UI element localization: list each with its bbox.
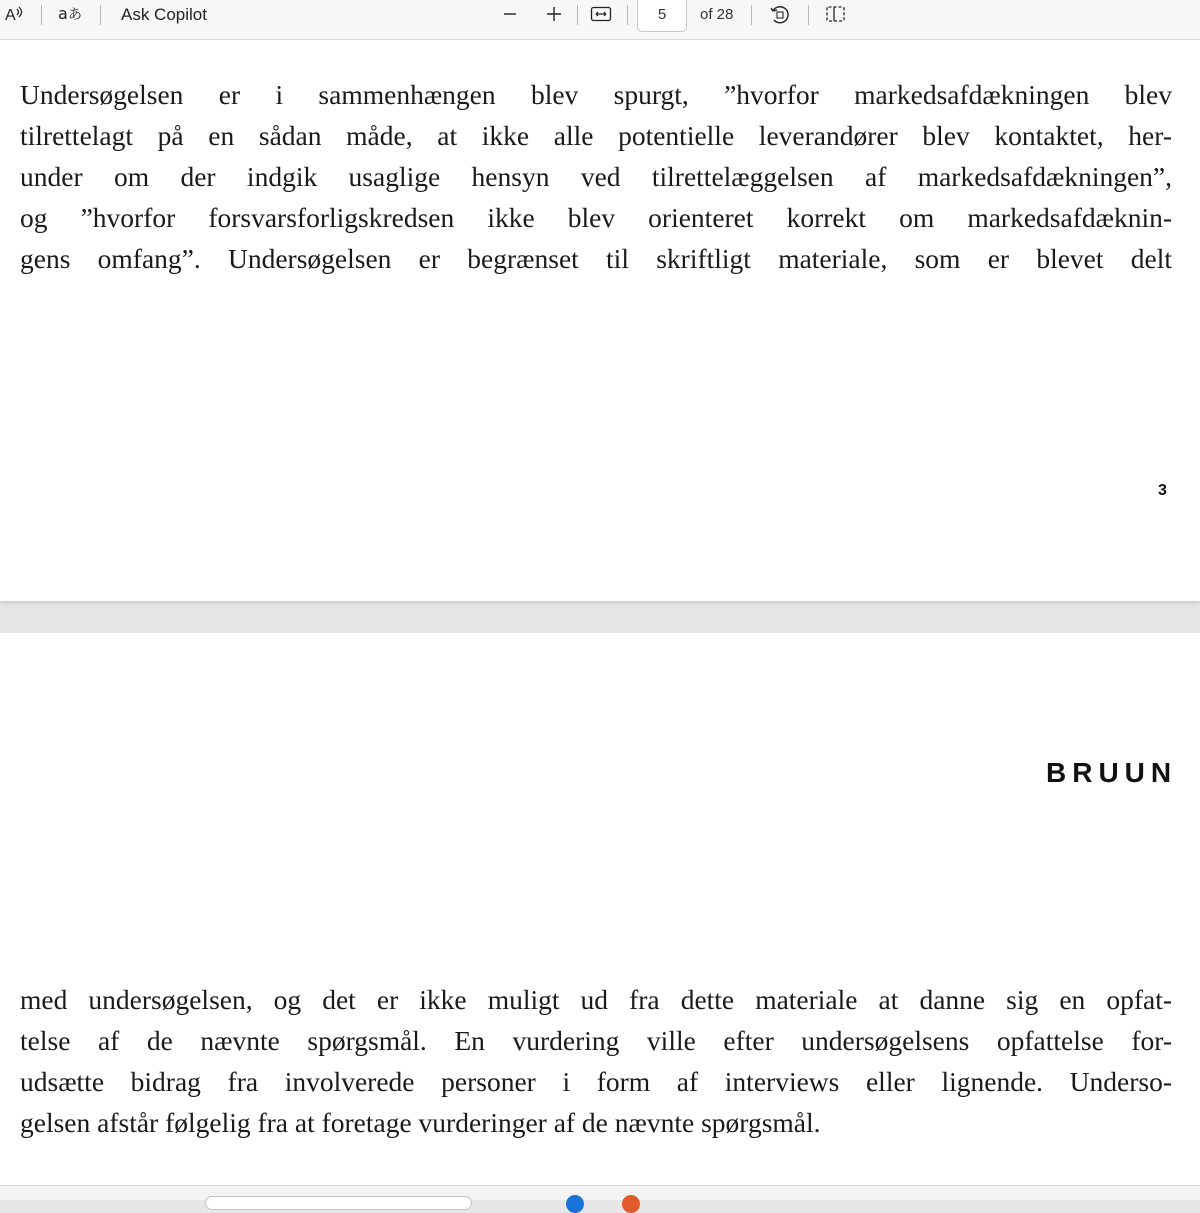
svg-text:あ: あ <box>68 7 82 23</box>
text-line: gelsen afstår følgelig fra at foretage vurderinger af de nævnte spørgsmål. <box>20 1107 821 1138</box>
read-aloud-icon[interactable] <box>5 3 25 25</box>
svg-text:a: a <box>58 4 68 23</box>
text-line: Undersøgelsen er i sammenhængen blev spurgt, ”hvorfor markedsafdækningen blev <box>20 79 1172 110</box>
fit-width-icon[interactable] <box>590 4 612 24</box>
plus-icon[interactable] <box>545 5 563 23</box>
app-icon[interactable] <box>566 1195 584 1213</box>
paragraph <box>20 979 1172 1143</box>
page-number: 3 <box>1158 482 1167 499</box>
text-line: med undersøgelsen, og det er ikke muligt ud fra dette materiale at danne sig en opfat- <box>20 984 1172 1015</box>
pdf-page-3 <box>0 40 1200 601</box>
page-view-icon[interactable] <box>825 4 847 24</box>
rotate-icon[interactable] <box>768 4 792 26</box>
translate-icon[interactable] <box>58 3 84 25</box>
page-number-input[interactable] <box>637 0 687 32</box>
taskbar-search[interactable] <box>205 1196 472 1210</box>
toolbar-divider <box>100 5 101 25</box>
minus-icon[interactable] <box>501 5 519 23</box>
app-icon[interactable] <box>622 1195 640 1213</box>
text-line: og ”hvorfor forsvarsforligskredsen ikke blev orienteret korrekt om markedsafdæknin- <box>20 202 1172 233</box>
paragraph <box>20 74 1172 279</box>
text-line: udsætte bidrag fra involverede personer i form af interviews eller lignende. Underso- <box>20 1066 1172 1097</box>
text-line: tilrettelagt på en sådan måde, at ikke alle potentielle leverandører blev kontaktet, her- <box>20 120 1172 151</box>
toolbar-divider <box>41 5 42 25</box>
text-line: telse af de nævnte spørgsmål. En vurdering ville efter undersøgelsens opfattelse for- <box>20 1025 1172 1056</box>
brand-logo: BRUUN <box>1046 757 1178 788</box>
svg-text:A: A <box>5 7 16 24</box>
ask-copilot-button[interactable]: Ask Copilot <box>121 5 207 24</box>
pdf-toolbar <box>0 0 1200 40</box>
text-line: under om der indgik usaglige hensyn ved tilrettelæggelsen af markedsafdækningen”, <box>20 161 1172 192</box>
toolbar-divider <box>577 5 578 25</box>
toolbar-divider <box>751 5 752 25</box>
toolbar-divider <box>627 5 628 25</box>
text-line: gens omfang”. Undersøgelsen er begrænset til skriftligt materiale, som er blevet delt <box>20 243 1172 274</box>
page-count-label: of 28 <box>700 6 734 23</box>
taskbar <box>0 1185 1200 1200</box>
toolbar-divider <box>808 5 809 25</box>
pdf-page-4 <box>0 633 1200 1185</box>
